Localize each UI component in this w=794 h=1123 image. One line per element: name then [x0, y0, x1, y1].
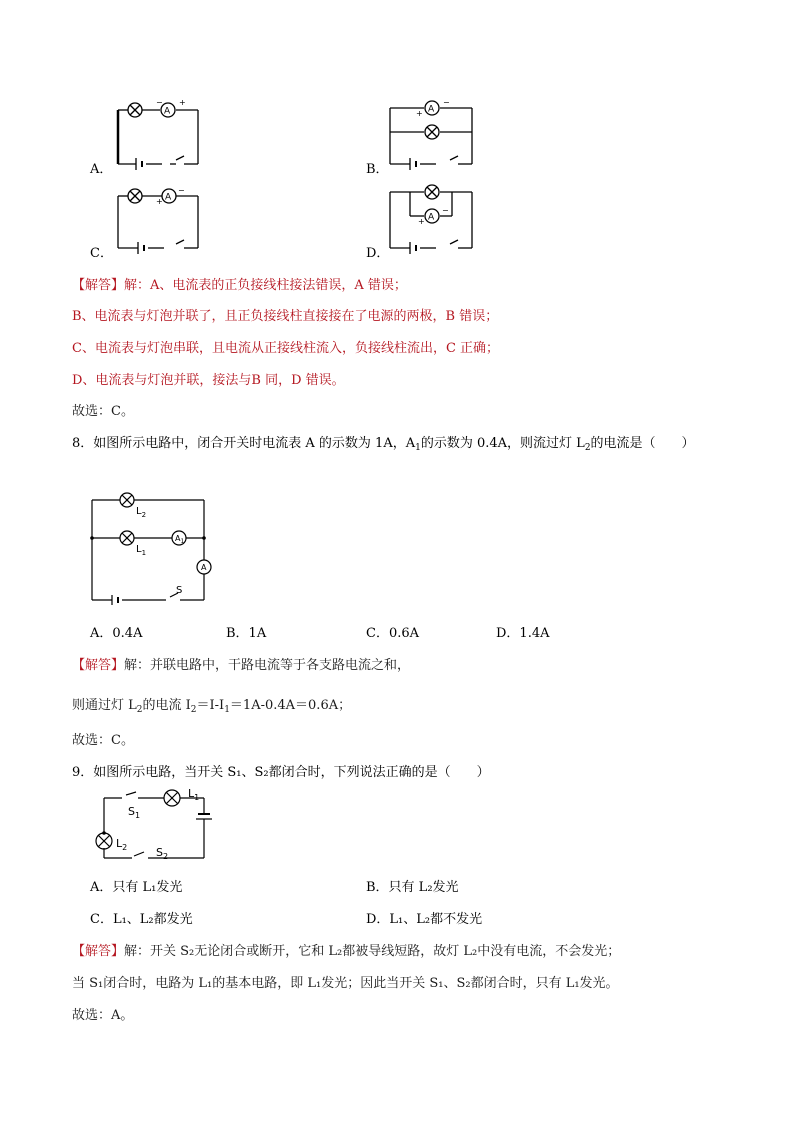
svg-text:−: −	[178, 186, 185, 195]
q8-solution-line-1: 【解答】解：并联电路中，干路电流等于各支路电流之和，	[72, 658, 411, 673]
q7-solution-line-3: C、电流表与灯泡串联，且电流从正接线柱流入，负接线柱流出，C 正确；	[72, 341, 500, 356]
q8-option-d: D．1.4A	[496, 626, 550, 641]
svg-text:A: A	[428, 104, 435, 115]
q7-solution-line-1: 【解答】解：A、电流表的正负接线柱接法错误，A 错误；	[72, 278, 407, 293]
q8-option-b: B．1A	[226, 626, 267, 641]
svg-text:+: +	[156, 197, 163, 206]
q9-label-l1: $L_1$	[188, 787, 200, 802]
svg-text:A: A	[164, 106, 171, 117]
q7-answer: 故选：C。	[72, 404, 134, 419]
q7-solution-line-2: B、电流表与灯泡并联了，且正负接线柱直接接在了电源的两极，B 错误；	[72, 309, 499, 324]
svg-text:+: +	[416, 109, 423, 118]
svg-text:A: A	[165, 192, 172, 203]
q9-option-b: B．只有 L₂发光	[366, 880, 459, 895]
q8-label-l1: $L_1$	[136, 544, 147, 557]
q8-option-a: A．0.4A	[90, 626, 143, 641]
q7-solution-line-4: D、电流表与灯泡并联，接法与B 同，D 错误。	[72, 373, 345, 388]
q9-solution-line-2: 当 S₁闭合时，电路为 L₁的基本电路，即 L₁发光；因此当开关 S₁、S₂都闭合时，只有 L₁发光。	[72, 976, 619, 991]
q9-label-l2: $L_2$	[116, 837, 128, 852]
svg-text:+: +	[418, 217, 425, 226]
q9-circuit-diagram	[92, 787, 217, 865]
q9-option-d: D．L₁、L₂都不发光	[366, 912, 483, 927]
svg-text:−: −	[443, 98, 450, 107]
q8-label-s: S	[176, 585, 183, 596]
option-d-label: D．	[366, 246, 390, 261]
circuit-diagram-b	[388, 98, 478, 168]
svg-text:−: −	[156, 98, 163, 107]
q9-solution-line-1: 【解答】解：开关 S₂无论闭合或断开，它和 L₂都被导线短路，故灯 L₂中没有电流，不会发光；	[72, 944, 621, 959]
q9-option-c: C．L₁、L₂都发光	[90, 912, 193, 927]
circuit-diagram-d	[388, 182, 478, 252]
circuit-diagram-c	[116, 182, 206, 252]
svg-text:A: A	[428, 212, 435, 223]
option-a-label: A．	[90, 162, 113, 177]
option-c-label: C．	[90, 246, 113, 261]
option-b-label: B．	[366, 162, 389, 177]
svg-text:+: +	[179, 98, 186, 107]
q9-option-a: A．只有 L₁发光	[90, 880, 183, 895]
q9-label-s1: $S_1$	[128, 805, 141, 820]
q8-question: 8．如图所示电路中，闭合开关时电流表 A 的示数为 1A，$A_1$的示数为 0.4A，则流过灯 $L_2$的电流是（ ）	[72, 436, 695, 453]
q9-question: 9．如图所示电路，当开关 S₁、S₂都闭合时，下列说法正确的是（ ）	[72, 765, 490, 780]
q9-label-s2: $S_2$	[156, 846, 169, 861]
q8-circuit-diagram	[90, 490, 215, 605]
circuit-diagram-a	[116, 98, 206, 168]
q8-label-a: A	[201, 563, 207, 572]
svg-text:−: −	[442, 206, 449, 215]
q8-option-c: C．0.6A	[366, 626, 420, 641]
q8-label-l2: $L_2$	[136, 506, 147, 519]
q9-answer: 故选：A。	[72, 1008, 134, 1023]
q8-label-a1: $A_1$	[175, 534, 185, 545]
q8-answer: 故选：C。	[72, 733, 134, 748]
q8-solution-line-2: 则通过灯 $L_2$的电流 $I_2=I-I_1=1A-0.4A=0.6A$；	[72, 698, 352, 715]
